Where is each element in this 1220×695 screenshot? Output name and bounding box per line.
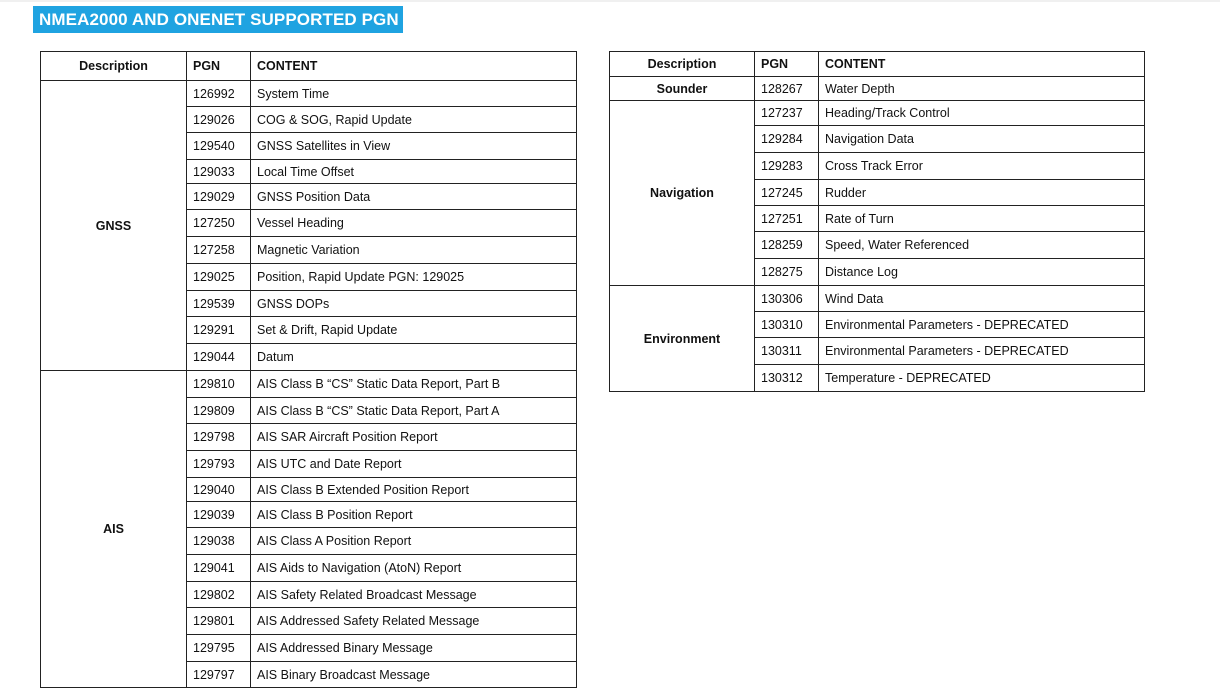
content-cell: AIS Addressed Safety Related Message [251, 608, 577, 635]
table-row [610, 101, 1145, 126]
page-top-line [0, 0, 1220, 2]
pgn-cell: 129044 [187, 344, 251, 371]
table-header-row [610, 52, 1145, 77]
content-cell: AIS Class A Position Report [251, 528, 577, 555]
content-cell: System Time [251, 81, 577, 107]
content-cell: Magnetic Variation [251, 237, 577, 264]
header-description: Description [41, 52, 187, 81]
pgn-cell: 127245 [755, 180, 819, 206]
content-cell: Water Depth [819, 77, 1145, 101]
content-cell: Vessel Heading [251, 210, 577, 237]
content-cell: Distance Log [819, 259, 1145, 286]
header-content: CONTENT [251, 52, 577, 81]
pgn-cell: 127237 [755, 101, 819, 126]
table-row [610, 286, 1145, 312]
table-row [610, 77, 1145, 101]
pgn-cell: 129809 [187, 398, 251, 424]
content-cell: COG & SOG, Rapid Update [251, 107, 577, 133]
pgn-cell: 129797 [187, 662, 251, 688]
content-cell: Speed, Water Referenced [819, 232, 1145, 259]
pgn-cell: 129026 [187, 107, 251, 133]
content-cell: AIS Aids to Navigation (AtoN) Report [251, 555, 577, 582]
pgn-cell: 129284 [755, 126, 819, 153]
pgn-table-left [40, 51, 577, 688]
content-cell: AIS Class B “CS” Static Data Report, Part A [251, 398, 577, 424]
content-cell: Cross Track Error [819, 153, 1145, 180]
content-cell: AIS UTC and Date Report [251, 451, 577, 478]
content-cell: Rudder [819, 180, 1145, 206]
table-row [41, 371, 577, 398]
pgn-cell: 127251 [755, 206, 819, 232]
table-row [41, 81, 577, 107]
pgn-cell: 129795 [187, 635, 251, 662]
group-label: Sounder [610, 77, 755, 101]
pgn-cell: 128275 [755, 259, 819, 286]
pgn-cell: 129798 [187, 424, 251, 451]
pgn-cell: 129041 [187, 555, 251, 582]
pgn-cell: 126992 [187, 81, 251, 107]
content-cell: AIS Class B Extended Position Report [251, 478, 577, 502]
header-content: CONTENT [819, 52, 1145, 77]
pgn-cell: 129033 [187, 160, 251, 184]
content-cell: Navigation Data [819, 126, 1145, 153]
pgn-cell: 129540 [187, 133, 251, 160]
pgn-cell: 130306 [755, 286, 819, 312]
content-cell: Environmental Parameters - DEPRECATED [819, 312, 1145, 338]
group-label: Navigation [610, 101, 755, 286]
pgn-cell: 129283 [755, 153, 819, 180]
pgn-cell: 129025 [187, 264, 251, 291]
content-cell: Heading/Track Control [819, 101, 1145, 126]
content-cell: Position, Rapid Update PGN: 129025 [251, 264, 577, 291]
content-cell: Set & Drift, Rapid Update [251, 317, 577, 344]
group-label: AIS [41, 371, 187, 688]
content-cell: Environmental Parameters - DEPRECATED [819, 338, 1145, 365]
pgn-cell: 129793 [187, 451, 251, 478]
pgn-cell: 129802 [187, 582, 251, 608]
pgn-cell: 127258 [187, 237, 251, 264]
content-cell: AIS Safety Related Broadcast Message [251, 582, 577, 608]
content-cell: Local Time Offset [251, 160, 577, 184]
pgn-cell: 129539 [187, 291, 251, 317]
content-cell: GNSS DOPs [251, 291, 577, 317]
header-pgn: PGN [187, 52, 251, 81]
pgn-cell: 129038 [187, 528, 251, 555]
header-pgn: PGN [755, 52, 819, 77]
pgn-cell: 127250 [187, 210, 251, 237]
pgn-cell: 128259 [755, 232, 819, 259]
pgn-cell: 128267 [755, 77, 819, 101]
pgn-cell: 129291 [187, 317, 251, 344]
header-description: Description [610, 52, 755, 77]
pgn-cell: 129810 [187, 371, 251, 398]
pgn-cell: 130310 [755, 312, 819, 338]
content-cell: Temperature - DEPRECATED [819, 365, 1145, 392]
table-header-row [41, 52, 577, 81]
pgn-cell: 130311 [755, 338, 819, 365]
group-label: GNSS [41, 81, 187, 371]
content-cell: GNSS Satellites in View [251, 133, 577, 160]
content-cell: AIS Class B “CS” Static Data Report, Part B [251, 371, 577, 398]
content-cell: Rate of Turn [819, 206, 1145, 232]
pgn-cell: 129801 [187, 608, 251, 635]
pgn-table-right [609, 51, 1145, 392]
content-cell: Wind Data [819, 286, 1145, 312]
content-cell: AIS Addressed Binary Message [251, 635, 577, 662]
content-cell: AIS SAR Aircraft Position Report [251, 424, 577, 451]
page-title: NMEA2000 AND ONENET SUPPORTED PGN [33, 6, 403, 33]
content-cell: GNSS Position Data [251, 184, 577, 210]
pgn-cell: 129029 [187, 184, 251, 210]
content-cell: Datum [251, 344, 577, 371]
group-label: Environment [610, 286, 755, 392]
pgn-cell: 130312 [755, 365, 819, 392]
content-cell: AIS Class B Position Report [251, 502, 577, 528]
pgn-cell: 129040 [187, 478, 251, 502]
pgn-cell: 129039 [187, 502, 251, 528]
content-cell: AIS Binary Broadcast Message [251, 662, 577, 688]
